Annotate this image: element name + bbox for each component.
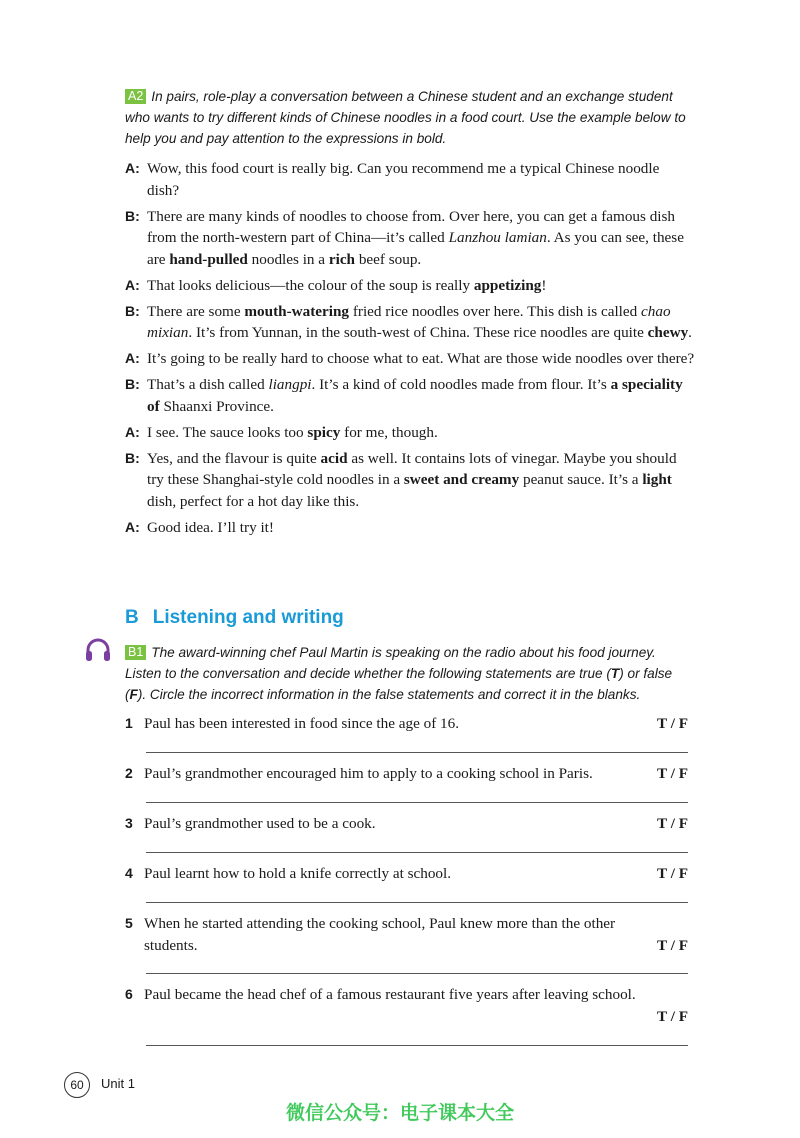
text-run: It’s going to be really hard to choose what to eat. What are those wide noodles over there? <box>147 350 695 367</box>
text-run: That’s a dish called <box>147 376 269 393</box>
answer-blank-4[interactable] <box>146 902 688 903</box>
text-run: Good idea. I’ll try it! <box>147 518 274 536</box>
a2-instructions <box>125 86 691 149</box>
speaker-label: B: <box>125 376 140 392</box>
italic-term: liangpi <box>268 376 312 393</box>
bold-expression: appetizing <box>473 276 542 294</box>
dialogue-text <box>147 517 695 539</box>
dialogue-turn <box>125 206 695 271</box>
text-run: Yes, and the flavour is quite <box>147 449 321 467</box>
true-false-option[interactable]: T / F <box>657 1007 688 1025</box>
unit-label: Unit 1 <box>101 1076 135 1091</box>
text-run: There are some <box>147 302 245 320</box>
headphones-icon[interactable] <box>84 636 112 664</box>
text-run: The award-winning chef Paul Martin is speaking on the radio about his food journey. Listen to the conversation and decide whether the following statements are true ( <box>125 645 656 681</box>
text-run: There are many kinds of noodles to choose from. Over here, you can get a famous dish from the north-western part of China—it’s called <box>147 207 676 246</box>
question-text: Paul’s grandmother encouraged him to apply to a cooking school in Paris. <box>144 765 593 782</box>
true-false-option[interactable]: T / F <box>657 936 688 954</box>
answer-blank-3[interactable] <box>146 852 688 853</box>
italic-term: chao mixian <box>147 302 671 341</box>
speaker-label: B: <box>125 302 140 319</box>
bold-expression: mouth-watering <box>244 302 350 320</box>
question-number: 2 <box>125 765 133 781</box>
text-run: fried rice noodles over here. This dish is called <box>349 302 642 320</box>
question-number: 4 <box>125 865 133 881</box>
answer-blank-5[interactable] <box>146 973 688 974</box>
text-run: . It’s from Yunnan, in the south-west of China. These rice noodles are quite <box>188 324 648 341</box>
dialogue-text <box>147 374 695 417</box>
text-run: noodles in a <box>247 250 329 268</box>
bold-expression: chewy <box>647 324 689 341</box>
text-run: ! <box>541 276 547 294</box>
dialogue-text <box>147 301 695 344</box>
watermark: 微信公众号：电子课本大全 <box>285 1102 514 1124</box>
dialogue-turn <box>125 422 695 444</box>
dialogue-text <box>147 158 695 201</box>
dialogue-text <box>147 422 695 444</box>
question-number: 6 <box>125 986 133 1002</box>
dialogue-turn <box>125 275 695 297</box>
b1-instructions <box>125 642 691 705</box>
question-6 <box>125 984 690 1028</box>
text-run: . As you can see, these are <box>147 229 684 268</box>
text-run: as well. It contains lots of vinegar. Maybe you should try these Shanghai-style cold noodles in a <box>147 449 677 488</box>
question-5 <box>125 913 690 957</box>
text-run: ). Circle the incorrect information in the false statements and correct it in the blanks. <box>137 687 641 702</box>
speaker-label: A: <box>125 518 140 535</box>
text-run: peanut sauce. It’s a <box>519 471 643 488</box>
question-number: 3 <box>125 815 133 831</box>
question-1 <box>125 713 690 735</box>
speaker-label: A: <box>125 276 140 293</box>
question-text: When he started attending the cooking school, Paul knew more than the other students. <box>144 915 616 954</box>
question-number: 5 <box>125 915 133 931</box>
b1-tag: B1 <box>125 645 146 660</box>
speaker-label: A: <box>125 423 140 440</box>
italic-term: Lanzhou lamian <box>448 229 547 246</box>
true-false-option[interactable]: T / F <box>657 815 688 832</box>
text-run: ) or false ( <box>125 666 673 702</box>
b1-instructions-text <box>125 645 672 702</box>
text-run: beef soup. <box>355 250 422 268</box>
question-4 <box>125 863 690 885</box>
question-number: 1 <box>125 715 133 731</box>
bold-expression: hand-pulled <box>169 250 248 268</box>
question-3 <box>125 813 690 835</box>
dialogue-text <box>147 275 695 297</box>
section-letter: B <box>125 607 139 628</box>
dialogue <box>125 158 695 543</box>
question-2 <box>125 763 690 785</box>
text-run: for me, though. <box>340 423 438 441</box>
true-false-option[interactable]: T / F <box>657 865 688 882</box>
page-number: 60 <box>64 1072 90 1098</box>
text-run: . It’s a kind of cold noodles made from flour. It’s <box>311 376 611 393</box>
speaker-label: B: <box>125 207 140 224</box>
bold-expression: a speciality of <box>147 376 683 415</box>
question-text: Paul’s grandmother used to be a cook. <box>144 815 376 832</box>
text-run: . <box>688 324 692 341</box>
true-false-option[interactable]: T / F <box>657 715 688 732</box>
answer-blank-6[interactable] <box>146 1045 688 1046</box>
bold-expression: F <box>129 687 138 702</box>
dialogue-turn <box>125 517 695 539</box>
dialogue-text <box>147 206 695 271</box>
text-run: Shaanxi Province. <box>159 397 274 415</box>
dialogue-turn <box>125 348 695 370</box>
speaker-label: B: <box>125 449 140 466</box>
bold-expression: spicy <box>307 423 341 441</box>
dialogue-turn <box>125 301 695 344</box>
speaker-label: A: <box>125 160 140 176</box>
a2-instructions-text: In pairs, role-play a conversation between a Chinese student and an exchange student who wants to try different kinds of Chinese noodles in a food court. Use the example below to help you and pay attention to the expressions in bold. <box>125 89 686 146</box>
dialogue-text <box>147 448 695 513</box>
answer-blank-1[interactable] <box>146 752 688 753</box>
true-false-option[interactable]: T / F <box>657 765 688 782</box>
speaker-label: A: <box>125 350 140 366</box>
bold-expression: acid <box>320 449 348 467</box>
text-run: That looks delicious—the colour of the soup is really <box>147 276 474 294</box>
bold-expression: sweet and creamy <box>403 471 520 488</box>
dialogue-turn <box>125 374 695 417</box>
question-text: Paul became the head chef of a famous restaurant five years after leaving school. <box>144 986 636 1003</box>
dialogue-text <box>147 348 695 370</box>
section-b-heading <box>125 607 344 629</box>
answer-blank-2[interactable] <box>146 802 688 803</box>
question-text: Paul has been interested in food since the age of 16. <box>144 715 460 732</box>
text-run: I see. The sauce looks too <box>147 423 308 441</box>
dialogue-turn <box>125 448 695 513</box>
section-title: Listening and writing <box>152 607 344 628</box>
bold-expression: rich <box>328 250 356 268</box>
dialogue-turn <box>125 158 695 201</box>
text-run: dish, perfect for a hot day like this. <box>147 492 360 510</box>
a2-tag: A2 <box>125 89 146 104</box>
text-run: Wow, this food court is really big. Can you recommend me a typical Chinese noodle dish? <box>147 160 660 199</box>
question-text: Paul learnt how to hold a knife correctly at school. <box>144 865 452 882</box>
bold-expression: light <box>642 471 672 488</box>
bold-expression: T <box>610 666 620 681</box>
